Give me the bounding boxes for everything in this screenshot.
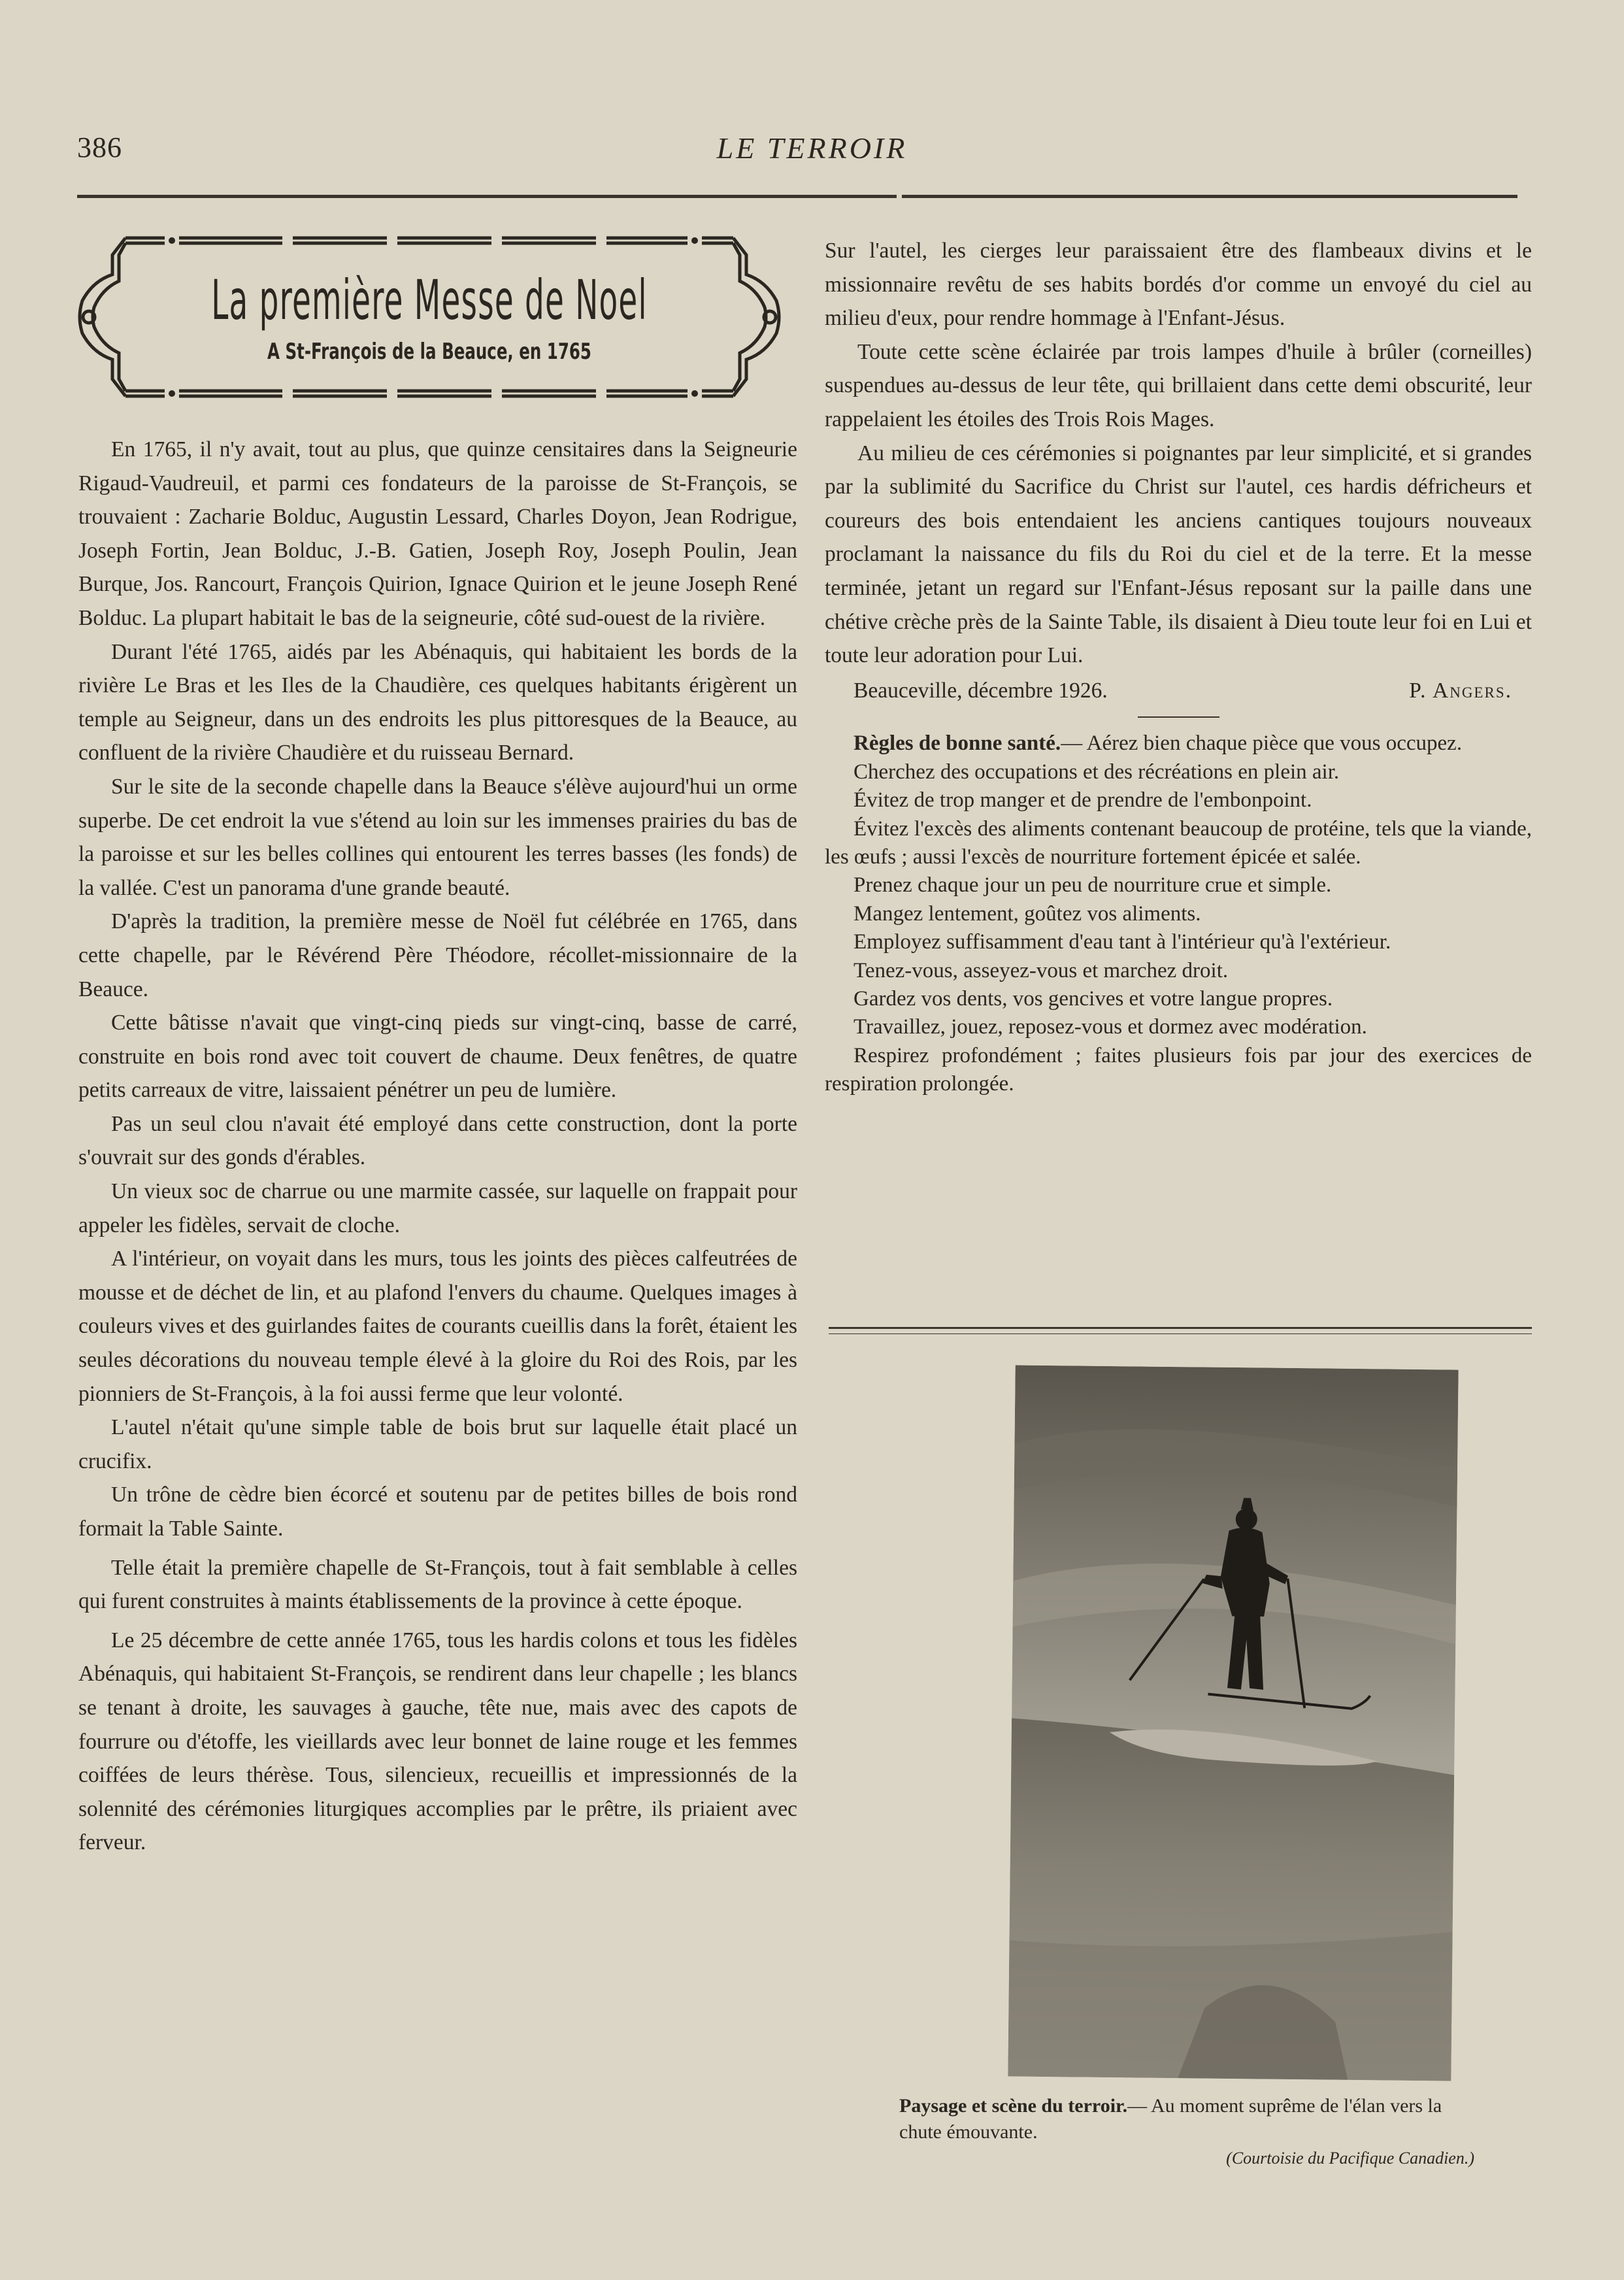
health-rules	[825, 729, 1532, 1098]
page-number: 386	[77, 131, 122, 163]
section-divider	[1138, 716, 1219, 718]
header-rule-left	[77, 195, 897, 198]
photo-credit: (Courtoisie du Pacifique Canadien.)	[1226, 2149, 1474, 2168]
photo-section-rule	[829, 1327, 1532, 1329]
health-rule-item: Employez suffisamment d'eau tant à l'intérieur qu'à l'extérieur.	[853, 930, 1391, 954]
paragraph: Un trône de cèdre bien écorcé et soutenu par de petites billes de bois rond formait la Table Sainte.	[78, 1483, 797, 1541]
caption-text: — Au moment suprême de l'élan vers la chute émouvante.	[899, 2095, 1442, 2143]
running-title: LE TERROIR	[716, 131, 908, 165]
paragraph: Un vieux soc de charrue ou une marmite cassée, sur laquelle on frappait pour appeler les fidèles, servait de cloche.	[78, 1179, 797, 1237]
article-body-left	[78, 433, 797, 1860]
paragraph: D'après la tradition, la première messe de Noël fut célébrée en 1765, dans cette chapelle, par le Révérend Père Théodore, récollet-missionnaire de la Beauce.	[78, 909, 797, 1001]
paragraph: Cette bâtisse n'avait que vingt-cinq pieds sur vingt-cinq, basse de carré, construite en bois rond avec toit couvert de chaume. Deux fenêtres, de quatre petits carreaux de vitre, laissaient pénétrer un peu de lumière.	[78, 1011, 797, 1103]
paragraph: Le 25 décembre de cette année 1765, tous les hardis colons et tous les fidèles Abénaquis, qui habitaient St-François, se rendirent dans leur chapelle ; les blancs se tenant à droite, les sauvages à gauche, tête nue, mais avec des capots de fourrure ou d'étoffe, les vieillards avec leur bonnet de laine rouge et les femmes coiffées de leurs thérèse. Tous, silencieux, recueillis et impressionnés de la solennité des cérémonies liturgiques accomplies par le prêtre, ils priaient avec ferveur.	[78, 1628, 797, 1855]
health-rule-item: Évitez de trop manger et de prendre de l'embonpoint.	[853, 788, 1312, 813]
place-date: Beauceville, décembre 1926.	[853, 678, 1108, 703]
paragraph: Pas un seul clou n'avait été employé dans cette construction, dont la porte s'ouvrait sur des gonds d'érables.	[78, 1111, 797, 1170]
health-rules-intro-text: — Aérez bien chaque pièce que vous occupez.	[1061, 731, 1463, 756]
paragraph: Toute cette scène éclairée par trois lampes d'huile à brûler (corneilles) suspendues au-dessus de leur tête, qui brillaient dans cette demi obscurité, leur rappelaient les étoiles des Trois Rois Mages.	[825, 339, 1532, 431]
health-rules-heading: Règles de bonne santé.	[853, 731, 1061, 756]
health-rule-item: Gardez vos dents, vos gencives et votre langue propres.	[853, 986, 1333, 1011]
paragraph: A l'intérieur, on voyait dans les murs, tous les joints des pièces calfeutrées de mousse et de déchet de lin, et au plafond l'envers du chaume. Quelques images à couleurs vives et des guirlandes faites de courants cueillis dans la forêt, étaient les seules décorations du nouveau temple élevé à la gloire du Roi des Rois, par les pionniers de St-François, à la foi aussi ferme que leur volonté.	[78, 1247, 797, 1406]
author-name: P. Angers.	[1409, 678, 1512, 703]
paragraph: En 1765, il n'y avait, tout au plus, que quinze censitaires dans la Seigneurie Rigaud-Vaudreuil, et parmi ces fondateurs de la paroisse de St-François, se trouvaient : Zacharie Bolduc, Augustin Lessard, Charles Doyon, Jean Rodrigue, Joseph Fortin, Jean Bolduc, J.-B. Gatien, Joseph Roy, Joseph Poulin, Jean Burque, Jos. Rancourt, François Quirion, Ignace Quirion et le jeune Joseph René Bolduc. La plupart habitait le bas de la seigneurie, côté sud-ouest de la rivière.	[78, 437, 797, 630]
photo-caption	[899, 2093, 1474, 2171]
paragraph: L'autel n'était qu'une simple table de bois brut sur laquelle était placé un crucifix.	[78, 1415, 797, 1473]
paragraph: Telle était la première chapelle de St-François, tout à fait semblable à celles qui furent construites à maints établissements de la province à cette époque.	[78, 1555, 797, 1614]
photo-section-rule-thin	[829, 1333, 1532, 1334]
article-body-right	[825, 234, 1532, 1099]
caption-title: Paysage et scène du terroir.	[899, 2095, 1128, 2117]
skier-photo-image	[1008, 1365, 1458, 2081]
health-rule-item: Mangez lentement, goûtez vos aliments.	[853, 901, 1201, 926]
article-title: La première Messe de Noel	[211, 268, 648, 332]
title-cartouche	[73, 229, 786, 405]
paragraph: Sur le site de la seconde chapelle dans la Beauce s'élève aujourd'hui un orme superbe. De cet endroit la vue s'étend au loin sur les immenses prairies du bas de la paroisse et sur les belles collines qui entourent les terres basses (les fonds) de la vallée. C'est un panorama d'une grande beauté.	[78, 774, 797, 900]
health-rules-intro	[825, 729, 1532, 758]
caption-line	[899, 2093, 1474, 2145]
health-rule-item: Respirez profondément ; faites plusieurs fois par jour des exercices de respiration prolongée.	[825, 1043, 1532, 1096]
health-rule-item: Tenez-vous, asseyez-vous et marchez droit.	[853, 958, 1229, 982]
health-rule-item: Prenez chaque jour un peu de nourriture crue et simple.	[853, 873, 1332, 897]
skier-photograph	[1008, 1365, 1458, 2081]
header-rule-right	[902, 195, 1517, 198]
paragraph: Sur l'autel, les cierges leur paraissaient être des flambeaux divins et le missionnaire revêtu de ses habits bordés d'or comme un envoyé du ciel au milieu d'eux, pour rendre hommage à l'Enfant-Jésus.	[825, 239, 1532, 331]
health-rule-item: Évitez l'excès des aliments contenant beaucoup de protéine, tels que la viande, les œufs ; aussi l'excès de nourriture fortement épicée et salée.	[825, 816, 1532, 869]
paragraph: Durant l'été 1765, aidés par les Abénaquis, qui habitaient les bords de la rivière Le Bras et les Iles de la Chaudière, ces quelques habitants érigèrent un temple au Seigneur, dans un des endroits les plus pittoresques de la Beauce, au confluent de la rivière Chaudière et du ruisseau Bernard.	[78, 639, 797, 765]
health-rule-item: Cherchez des occupations et des récréations en plein air.	[853, 760, 1340, 784]
health-rule-item: Travaillez, jouez, reposez-vous et dormez avec modération.	[853, 1015, 1367, 1039]
paragraph: Au milieu de ces cérémonies si poignantes par leur simplicité, et si grandes par la sublimité du Sacrifice du Christ sur l'autel, ces hardis défricheurs et coureurs des bois entendaient les anciens cantiques toujours nouveaux proclamant la naissance du fils du Roi du ciel et de la terre. Et la messe terminée, jetant un regard sur l'Enfant-Jésus reposant sur la paille dans une chétive crèche près de la Sainte Table, ils disaient à Dieu toute leur foi en Lui et toute leur adoration pour Lui.	[825, 441, 1532, 668]
signature-line	[825, 674, 1532, 708]
article-subtitle: A St-François de la Beauce, en 1765	[267, 339, 591, 365]
